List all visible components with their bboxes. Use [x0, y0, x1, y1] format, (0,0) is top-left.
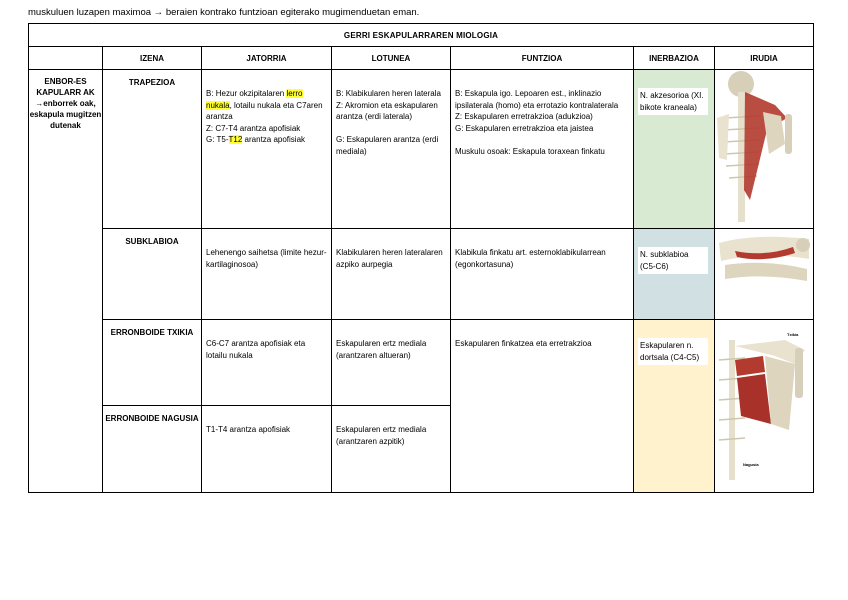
image-label-nagusia: Nagusia: [743, 462, 759, 467]
header-row: [29, 47, 814, 70]
subclavius-figure: [715, 229, 814, 319]
trapezius-image: [715, 70, 814, 229]
trapezius-figure: [715, 70, 814, 228]
table-row-subklabioa: [29, 229, 814, 320]
highlight-t12: T12: [228, 135, 243, 144]
header-inerbazioa: INERBAZIOA: [634, 47, 715, 70]
insertion-subklabioa: Klabikularen heren lateralaren azpiko aurpegia: [332, 229, 451, 320]
origin-subklabioa: Lehenengo saihetsa (limite hezur-kartilaginosoa): [202, 229, 332, 320]
table-row-erronboide-txikia: [29, 320, 814, 406]
header-empty: [29, 47, 103, 70]
table-row-trapezioa: [29, 70, 814, 229]
header-jatorria: JATORRIA: [202, 47, 332, 70]
muscle-name-erronboide-nagusia: ERRONBOIDE NAGUSIA: [103, 406, 202, 493]
innervation-trapezioa: N. akzesorioa (XI. bikote kraneala): [634, 70, 715, 229]
muscle-name-subklabioa: SUBKLABIOA: [103, 229, 202, 320]
innervation-erronboideak: Eskapularen n. dortsala (C4-C5): [634, 320, 715, 493]
header-funtzioa: FUNTZIOA: [451, 47, 634, 70]
table-title: GERRI ESKAPULARRAREN MIOLOGIA: [29, 24, 814, 47]
origin-trapezioa: B: Hezur okzipitalaren lerro nukala, lotailu nukala eta C7aren arantza Z: C7-T4 arantza apofisiak G: T5-T12 arantza apofisiak: [202, 70, 332, 229]
miology-table: [28, 23, 814, 493]
subclavius-image: [715, 229, 814, 320]
function-subklabioa: Klabikula finkatu art. esternoklabikularrean (egonkortasuna): [451, 229, 634, 320]
muscle-name-trapezioa: TRAPEZIOA: [103, 70, 202, 229]
image-label-txikia: Txikia: [787, 332, 799, 337]
function-erronboideak: Eskapularen finkatzea eta erretrakzioa: [451, 320, 634, 493]
insertion-erronboide-txikia: Eskapularen ertz mediala (arantzaren altueran): [332, 320, 451, 406]
intro-text: muskuluen luzapen maximoa → beraien kontrako funtzioan egiterako mugimenduetan eman.: [28, 7, 420, 18]
header-lotunea: LOTUNEA: [332, 47, 451, 70]
innervation-subklabioa: N. subklabioa (C5-C6): [634, 229, 715, 320]
origin-erronboide-txikia: C6-C7 arantza apofisiak eta lotailu nukala: [202, 320, 332, 406]
header-irudia: IRUDIA: [715, 47, 814, 70]
insertion-erronboide-nagusia: Eskapularen ertz mediala (arantzaren azpitik): [332, 406, 451, 493]
muscle-name-erronboide-txikia: ERRONBOIDE TXIKIA: [103, 320, 202, 406]
group-label: ENBOR-ES KAPULARR AK →enborrek oak, eskapula mugitzen dutenak: [29, 70, 103, 493]
header-izena: IZENA: [103, 47, 202, 70]
highlight-lerro-nukala: lerro nukala: [206, 89, 303, 110]
rhomboid-image: [715, 320, 814, 493]
function-trapezioa: B: Eskapula igo. Lepoaren est., inklinazio ipsilaterala (homo) eta errotazio kontralaterala Z: Eskapularen erretrakzioa (adukzioa) G: Eskapularen erretrakzioa eta jaistea Muskulu osoak: Eskapula toraxean finkatu: [451, 70, 634, 229]
insertion-trapezioa: B: Klabikularen heren laterala Z: Akromion eta eskapularen arantza (erdi laterala) G: Eskapularen arantza (erdi mediala): [332, 70, 451, 229]
rhomboid-figure: [715, 320, 814, 492]
origin-erronboide-nagusia: T1-T4 arantza apofisiak: [202, 406, 332, 493]
